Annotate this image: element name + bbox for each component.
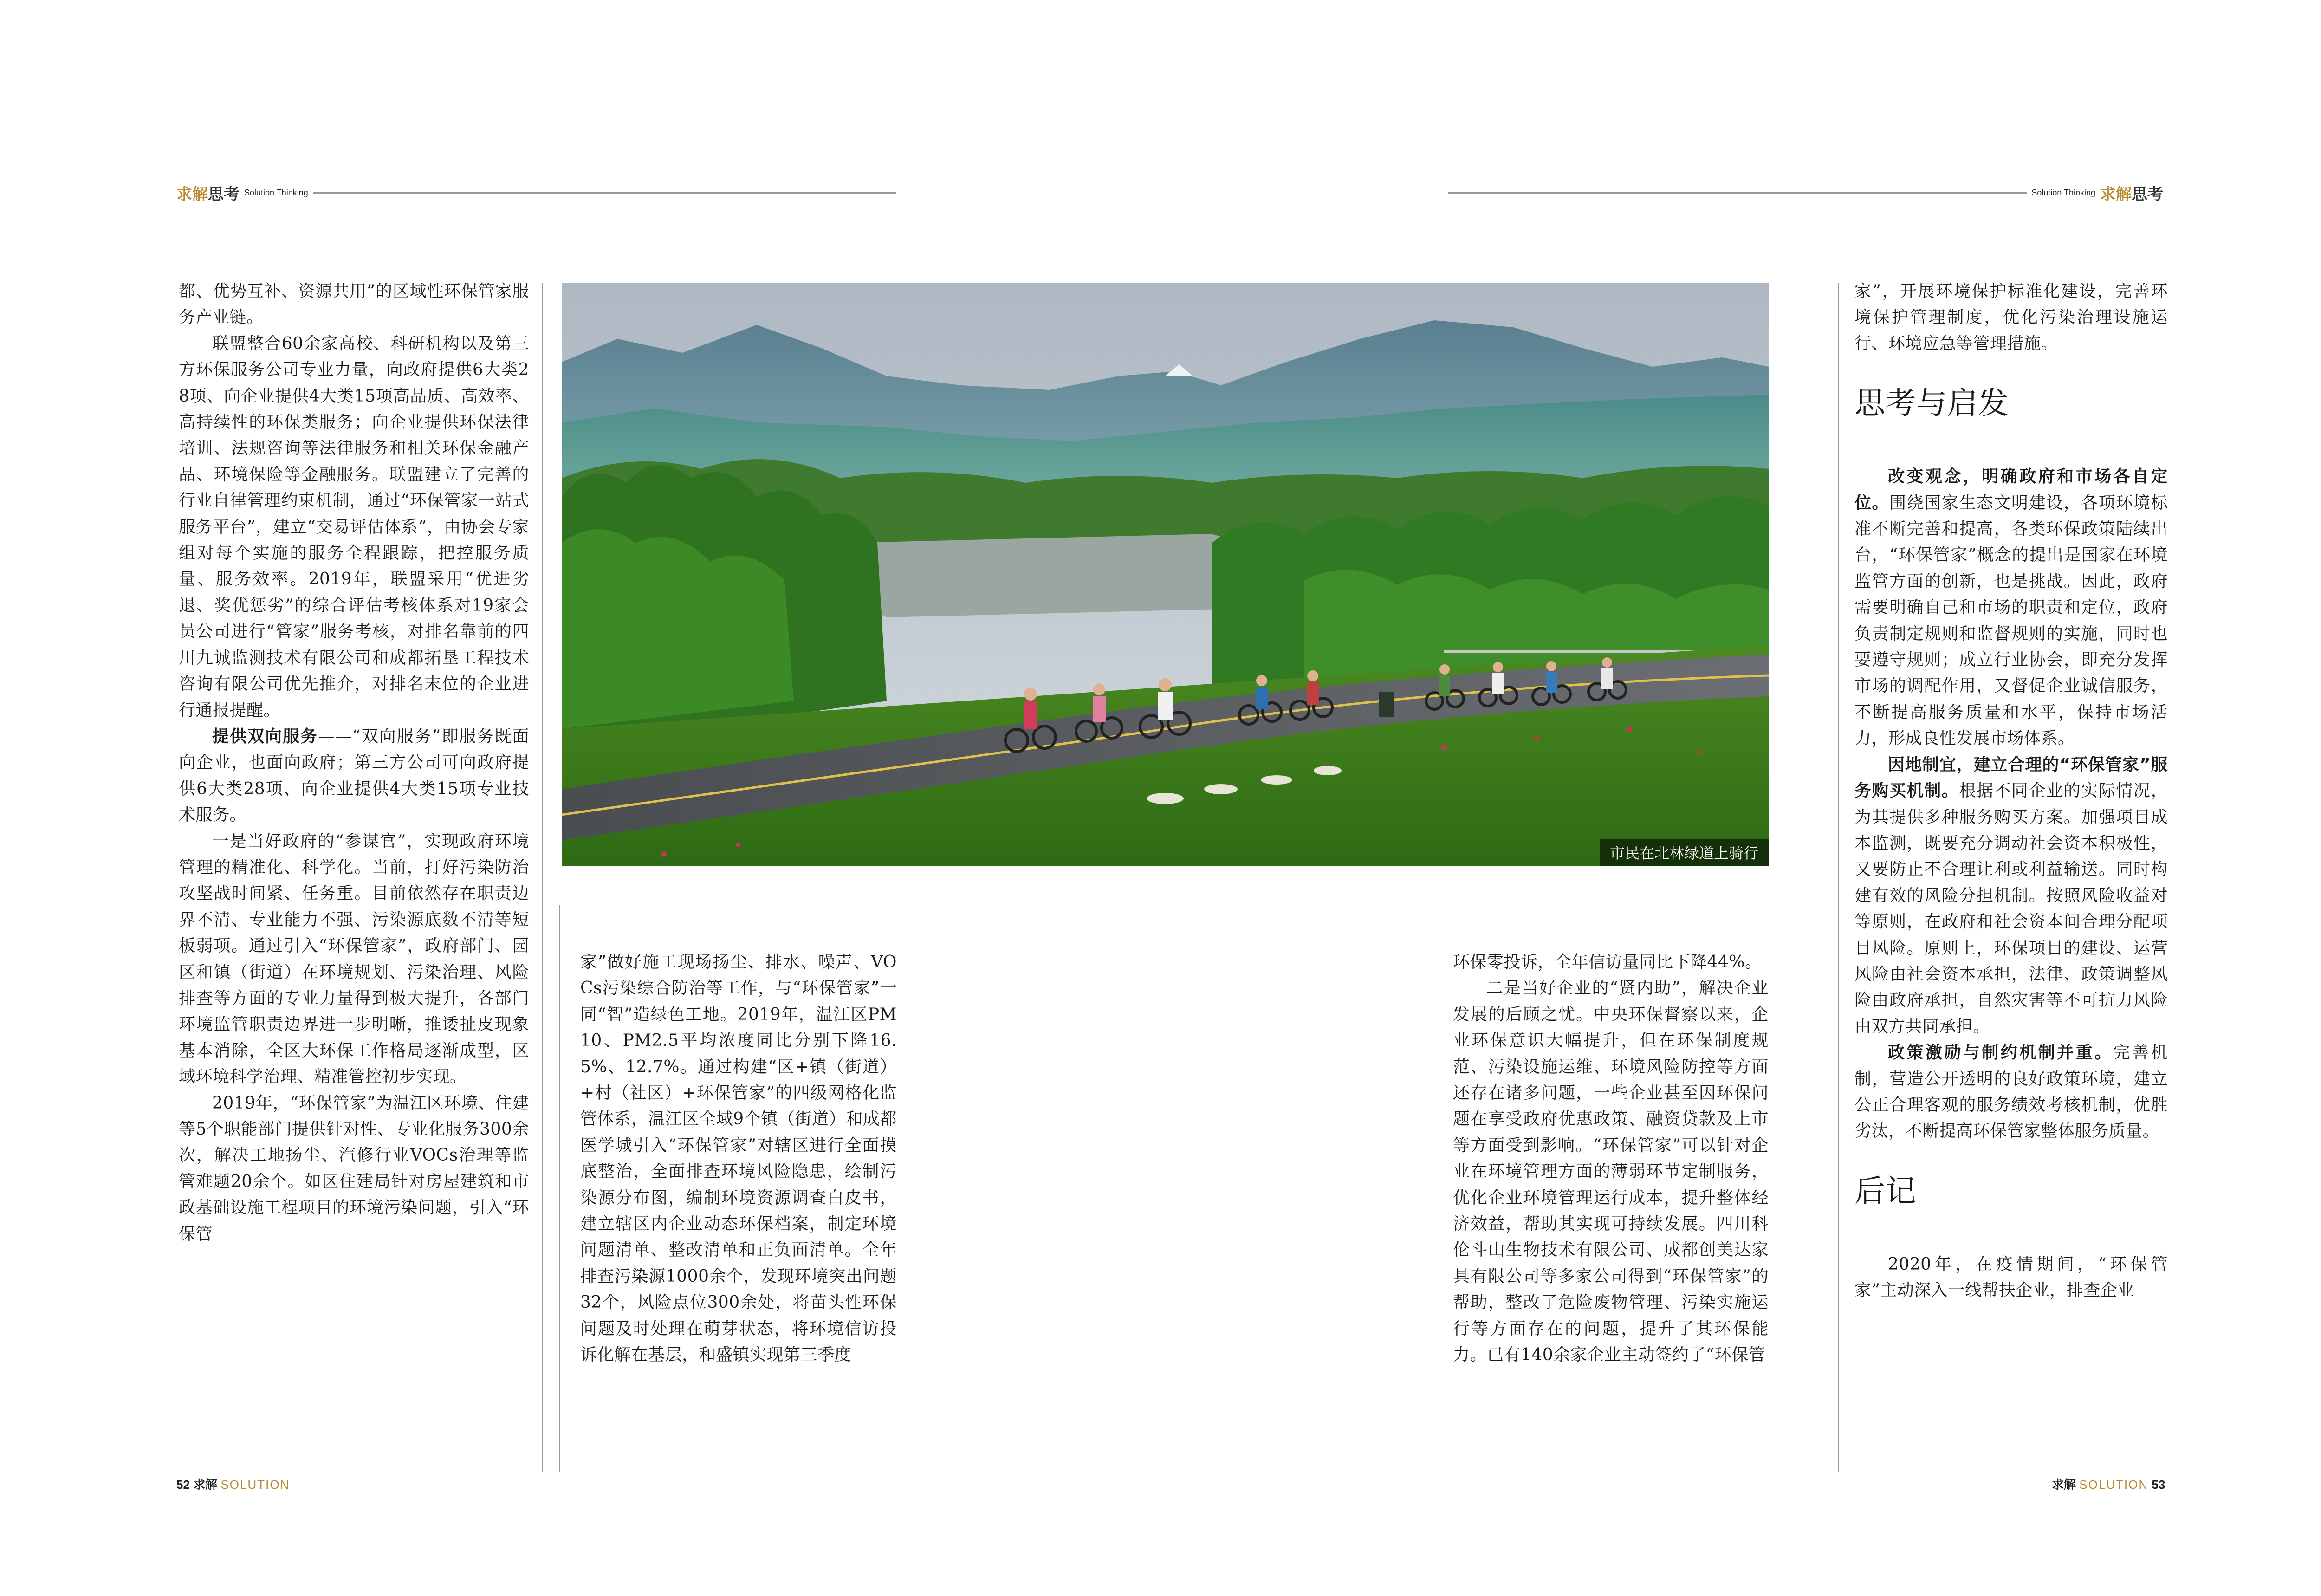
article-column-4 — [1854, 279, 2168, 1467]
paragraph: 联盟整合60余家高校、科研机构以及第三方环保服务公司专业力量，向政府提供6大类28项、向企业提供4大类15项高品质、高效率、高持续性的环保类服务；向企业提供环保法律培训、法规咨询等法律服务和相关环保金融产品、环境保险等金融服务。联盟建立了完善的行业自律管理约束机制，通过“环保管家一站式服务平台”，建立“交易评估体系”，由协会专家组对每个实施的服务全程跟踪，把控服务质量、服务效率。2019年，联盟采用“优进劣退、奖优惩劣”的综合评估考核体系对19家会员公司进行“管家”服务考核，对排名靠前的四川九诚监测技术有限公司和成都拓垦工程技术咨询有限公司优先推介，对排名末位的企业进行通报提醒。 — [179, 334, 529, 720]
header-brand-right — [2100, 182, 2163, 204]
header-rule-right — [1448, 192, 2027, 194]
header-brand-a: 求解 — [176, 185, 208, 204]
paragraph — [1854, 464, 2168, 752]
column-divider — [559, 905, 560, 1472]
footer-brand: 求解 — [193, 1478, 218, 1492]
paragraph — [179, 724, 529, 829]
paragraph: 2020年，在疫情期间，“环保管家”主动深入一线帮扶企业，排查企业 — [1854, 1254, 2168, 1300]
header-brand-left — [176, 182, 240, 204]
article-column-1 — [179, 279, 529, 1467]
paragraph-lead: 因地制宜，建立合理的“环保管家”服务购买机制。 — [1854, 755, 2168, 801]
header-brand-a: 求解 — [2100, 185, 2132, 204]
paragraph-lead: 改变观念，明确政府和市场各自定位。 — [1854, 467, 2168, 513]
column-divider — [1838, 283, 1839, 1472]
paragraph-lead: 政策激励与制约机制并重。 — [1888, 1043, 2114, 1063]
paragraph-body: 完善机制，营造公开透明的良好政策环境，建立公正合理客观的服务绩效考核机制，优胜劣汰，不断提高环保管家整体服务质量。 — [1854, 1043, 2168, 1141]
header-english-left: Solution Thinking — [244, 188, 308, 197]
photo-caption: 市民在北林绿道上骑行 — [1600, 839, 1769, 866]
page-footer-right — [2052, 1475, 2165, 1492]
paragraph — [1854, 1040, 2168, 1145]
paragraph: 环保零投诉，全年信访量同比下降44%。 — [1453, 953, 1762, 972]
section-heading: 后记 — [1854, 1173, 1916, 1209]
footer-english: SOLUTION — [220, 1478, 290, 1492]
header-english-right: Solution Thinking — [2031, 188, 2095, 197]
cycling-greenway-photo — [562, 283, 1769, 866]
page-number: 53 — [2152, 1478, 2165, 1492]
footer-brand: 求解 — [2052, 1478, 2076, 1492]
paragraph: 2019年，“环保管家”为温江区环境、住建等5个职能部门提供针对性、专业化服务300余次，解决工地扬尘、汽修行业VOCs治理等监管难题20余个。如区住建局针对房屋建筑和市政基础设施工程项目的环境污染问题，引入“环保管 — [179, 1093, 529, 1244]
paragraph-body: 围绕国家生态文明建设，各项环境标准不断完善和提高，各类环保政策陆续出台，“环保管家”概念的提出是国家在环境监管方面的创新，也是挑战。因此，政府需要明确自己和市场的职责和定位，政府负责制定规则和监督规则的实施，同时也要遵守规则；成立行业协会，即充分发挥市场的调配作用，又督促企业诚信服务，不断提高服务质量和水平，保持市场活力，形成良性发展市场体系。 — [1854, 493, 2168, 748]
article-column-2 — [580, 949, 897, 1460]
page-footer-left — [176, 1475, 290, 1492]
paragraph: 家”，开展环境保护标准化建设，完善环境保护管理制度，优化污染治理设施运行、环境应急等管理措施。 — [1854, 282, 2168, 353]
article-column-3 — [1453, 949, 1769, 1460]
running-header-left — [176, 176, 896, 209]
paragraph: 二是当好企业的“贤内助”，解决企业发展的后顾之忧。中央环保督察以来，企业环保意识大幅提升，但在环保制度规范、污染设施运维、环境风险防控等方面还存在诸多问题，一些企业甚至因环保问题在享受政府优惠政策、融资贷款及上市等方面受到影响。“环保管家”可以针对企业在环境管理方面的薄弱环节定制服务，优化企业环境管理运行成本，提升整体经济效益，帮助其实现可持续发展。四川科伦斗山生物技术有限公司、成都创美达家具有限公司等多家公司得到“环保管家”的帮助，整改了危险废物管理、污染实施运行等方面存在的问题，提升了其环保能力。已有140余家企业主动签约了“环保管 — [1453, 979, 1769, 1365]
header-brand-b: 思考 — [2132, 185, 2163, 204]
section-heading: 思考与启发 — [1854, 385, 2009, 422]
paragraph-body: 根据不同企业的实际情况，为其提供多种服务购买方案。加强项目成本监测，既要充分调动社会资本积极性，又要防止不合理让利或利益输送。同时构建有效的风险分担机制。按照风险收益对等原则，在政府和社会资本间合理分配项目风险。原则上，环保项目的建设、运营风险由社会资本承担，法律、政策调整风险由政府承担，自然灾害等不可抗力风险由双方共同承担。 — [1854, 781, 2168, 1036]
column-divider — [542, 283, 543, 1472]
header-brand-b: 思考 — [208, 185, 240, 204]
page-number: 52 — [176, 1478, 190, 1492]
running-header-right — [1448, 176, 2163, 209]
paragraph — [1854, 752, 2168, 1040]
header-rule-left — [313, 192, 896, 194]
paragraph-lead: 提供双向服务 — [212, 727, 318, 746]
paragraph: 都、优势互补、资源共用”的区域性环保管家服务产业链。 — [179, 282, 529, 327]
paragraph: 一是当好政府的“参谋官”，实现政府环境管理的精准化、科学化。当前，打好污染防治攻坚战时间紧、任务重。目前依然存在职责边界不清、专业能力不强、污染源底数不清等短板弱项。通过引入“环保管家”，政府部门、园区和镇（街道）在环境规划、污染治理、风险排查等方面的专业力量得到极大提升，各部门环境监管职责边界进一步明晰，推诿扯皮现象基本消除，全区大环保工作格局逐渐成型，区域环境科学治理、精准管控初步实现。 — [179, 831, 529, 1087]
paragraph-body: ——“双向服务”即服务既面向企业，也面向政府；第三方公司可向政府提供6大类28项、向企业提供4大类15项专业技术服务。 — [179, 727, 529, 825]
footer-english: SOLUTION — [2079, 1478, 2149, 1492]
paragraph: 家”做好施工现场扬尘、排水、噪声、VOCs污染综合防治等工作，与“环保管家”一同“智”造绿色工地。2019年，温江区PM10、PM2.5平均浓度同比分别下降16.5%、12.7%。通过构建“区+镇（街道）+村（社区）+环保管家”的四级网格化监管体系，温江区全域9个镇（街道）和成都医学城引入“环保管家”对辖区进行全面摸底整治，全面排查环境风险隐患，绘制污染源分布图，编制环境资源调查白皮书，建立辖区内企业动态环保档案，制定环境问题清单、整改清单和正负面清单。全年排查污染源1000余个，发现环境突出问题32个，风险点位300余处，将苗头性环保问题及时处理在萌芽状态，将环境信访投诉化解在基层，和盛镇实现第三季度 — [580, 953, 897, 1365]
